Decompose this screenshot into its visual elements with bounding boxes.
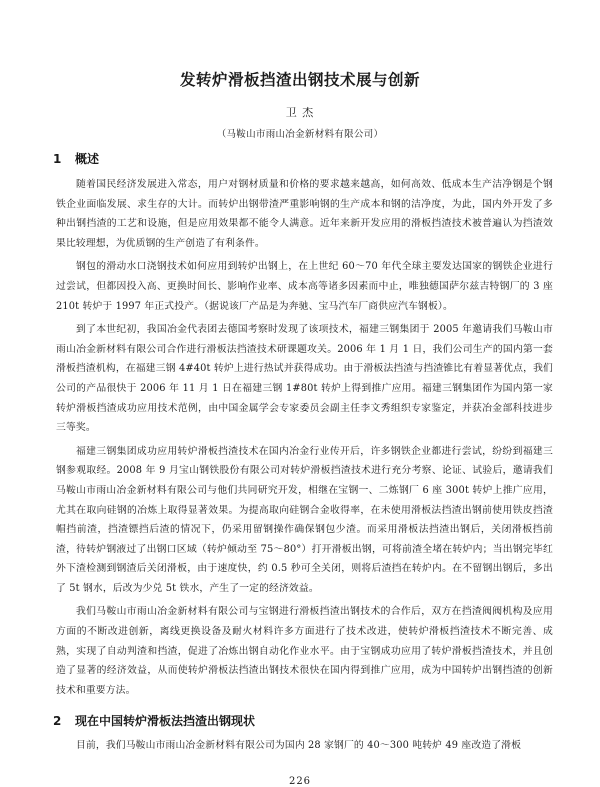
article-title: 发转炉滑板挡渣出钢技术展与创新 [179, 71, 420, 89]
paragraph: 目前，我们马鞍山市雨山冶金新材料有限公司为国内 28 家钢厂的 40～300 吨转炉 49 座改造了滑板 [76, 740, 522, 751]
paragraph: 我们马鞍山市雨山冶金新材料有限公司与宝钢进行滑板挡渣出钢技术的合作后，双方在挡渣阀阀机构及应用方面的不断改进创新，离线更换设备及耐火材料许多方面进行了技术改进，使转炉滑板挡渣技术不断完善、成熟，实现了自动判渣和挡渣，促进了冶炼出钢自动化作业水平。由于宝钢成功应用了转炉滑板挡渣技术，并且创造了显著的经济效益，从而使转炉滑板法挡渣出钢技术很快在国内得到推广应用，成为中国转炉出钢挡渣的创新技术和重要方法。 [56, 606, 553, 696]
paragraph: 钢包的滑动水口浇钢技术如何应用到转炉出钢上，在上世纪 60～70 年代全球主要发达国家的钢铁企业进行过尝试，但都因投入高、更换时间长、影响作业率、成本高等诸多因素而中止，唯独德国萨尔兹吉特钢厂的 3 座 210t 转炉于 1997 年正式投产。（据说该厂产品是为奔驰、宝马汽车厂商供应汽车钢板）。 [56, 261, 553, 312]
paragraph: 福建三钢集团成功应用转炉滑板挡渣技术在国内冶金行业传开后，许多钢铁企业都进行尝试，纷纷到福建三钢参观取经。2008 年 9 月宝山钢铁股份有限公司对转炉滑板挡渣技术进行充分考察、论证、试验后，邀请我们马鞍山市雨山冶金新材料有限公司与他们共同研究开发，相继在宝钢一、二炼钢厂 6 座 300t 转炉上推广应用，尤其在取向硅钢的冶炼上取得显著效果。为提高取向硅钢合金收得率，在未使用滑板法挡渣出钢前使用铁皮挡渣帽挡前渣，挡渣镖挡后渣的情况下，仍采用留钢操作确保钢包少渣。而采用滑板法挡渣出钢后，关闭滑板挡前渣，待转炉钢液过了出钢口区域（转炉倾动至 75～80°）打开滑板出钢，可将前渣全堵在转炉内；当出钢完毕红外下渣检测到钢渣后关闭滑板，由于速度快，约 0.5 秒可全关闭，则将后渣挡在转炉内。在不留钢出钢后，多出了 5t 钢水，后改为少兑 5t 铁水，产生了一定的经济效益。 [56, 445, 553, 594]
article-affiliation: （马鞍山市雨山冶金新材料有限公司） [216, 129, 384, 140]
section-title: 概述 [75, 152, 100, 166]
section-1-heading [53, 150, 99, 167]
section-1-body [56, 175, 553, 704]
paragraph: 随着国民经济发展进入常态，用户对钢材质量和价格的要求越来越高，如何高效、低成本生产洁净钢是个钢铁企业面临发展、求生存的大计。而转炉出钢带渣严重影响钢的生产成本和钢的洁净度，为此，国内外开发了多种出钢挡渣的工艺和设施，但是应用效果都不能令人满意。近年来新开发应用的滑板挡渣技术被普遍认为挡渣效果比较理想，为优质钢的生产创造了有利条件。 [56, 179, 553, 249]
page-number: 226 [288, 776, 312, 787]
section-2-body [56, 736, 553, 760]
paragraph: 到了本世纪初，我国冶金代表团去德国考察时发现了该项技术，福建三钢集团于 2005 年邀请我们马鞍山市雨山冶金新材料有限公司合作进行滑板法挡渣技术研课题攻关。2006 年 1 月 1 日，我们公司生产的国内第一套滑板挡渣机构，在福建三钢 4#40t 转炉上进行热试并获得成功。由于滑板法挡渣与挡渣锥比有着显著优点，我们公司的产品很快于 2006 年 11 月 1 日在福建三钢 1#80t 转炉上得到推广应用。福建三钢集团作为国内第一家转炉滑板挡渣成功应用技术范例，由中国金属学会专家委员会副主任李文秀组织专家鉴定，并获冶金部科技进步三等奖。 [56, 324, 553, 434]
section-number: 2 [53, 714, 62, 728]
section-2-heading [53, 712, 255, 729]
section-title: 现在中国转炉滑板法挡渣出钢现状 [75, 714, 256, 728]
article-author: 卫 杰 [285, 106, 315, 119]
section-number: 1 [53, 152, 62, 166]
